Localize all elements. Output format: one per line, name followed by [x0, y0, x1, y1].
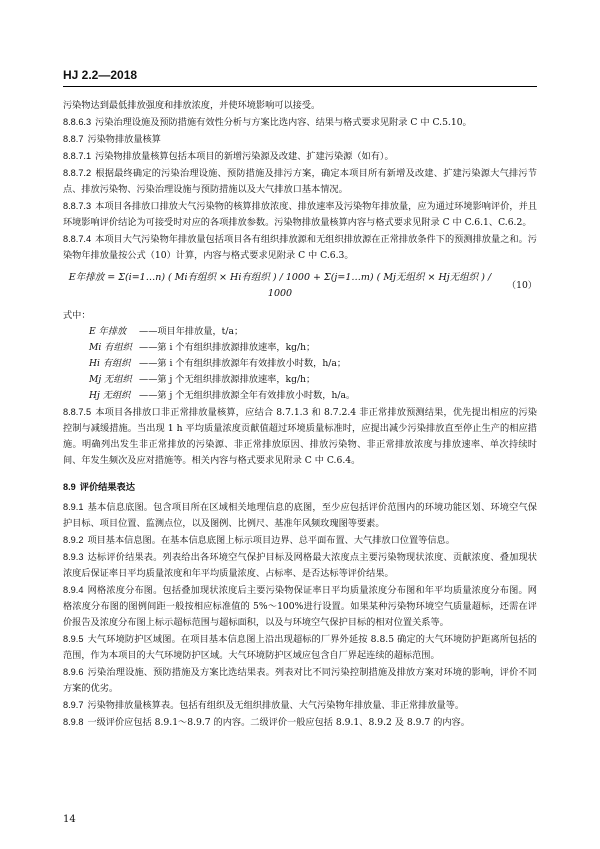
header-rule	[63, 86, 537, 87]
section-heading-8-9: 8.9 评价结果表达	[63, 482, 135, 492]
paragraph-8-9-6: 8.9.6 污染治理设施、预防措施及方案比选结果表。列表对比不同污染控制措施及排放方案对环境的影响，评价不同方案的优劣。	[63, 667, 537, 694]
paragraph-8-9-5: 8.9.5 大气环境防护区域图。在项目基本信息图上沿出现超标的厂界外延按 8.8.5 确定的大气环境防护距离所包括的范围，作为本项目的大气环境防护区域。大气环境防护区域应包含自厂界起连续的超标范围。	[63, 634, 537, 661]
paragraph-8-8-7-4: 8.8.7.4 本项目大气污染物年排放量包括项目各有组织排放源和无组织排放源在正常排放条件下的预测排放量之和。污染物年排放量按公式（10）计算，内容与格式要求见附录 C 中 C.6.3。	[63, 234, 537, 261]
paragraph-8-9-2: 8.9.2 项目基本信息图。在基本信息底图上标示项目边界、总平面布置、大气排放口位置等信息。	[63, 535, 455, 546]
symbol-row: Mj 无组织 ——第 j 个无组织排放源排放速率，kg/h；	[89, 374, 316, 385]
symbol-row: Hj 无组织 ——第 j 个无组织排放源全年有效排放小时数，h/a。	[89, 390, 356, 401]
paragraph-8-8-7-2: 8.8.7.2 根据最终确定的污染治理设施、预防措施及排污方案，确定本项目所有新增及改建、扩建污染源大气排污节点、排放污染物、污染治理设施与预防措施以及大气排放口基本情况。	[63, 168, 537, 195]
symbol-row: Mi 有组织 ——第 i 个有组织排放源排放速率，kg/h；	[89, 342, 316, 353]
paragraph-8-9-7: 8.9.7 污染物排放量核算表。包括有组织及无组织排放量、大气污染物年排放量、非正常排放量等。	[63, 700, 465, 711]
paragraph-8-8-7-1: 8.8.7.1 污染物排放量核算包括本项目的新增污染源及改建、扩建污染源（如有）。	[63, 151, 394, 162]
symbol-row: E 年排放 ——项目年排放量，t/a；	[89, 326, 244, 337]
paragraph-8-9-3: 8.9.3 达标评价结果表。列表给出各环境空气保护目标及网格最大浓度点主要污染物现状浓度、贡献浓度、叠加现状浓度后保证率日平均质量浓度和年平均质量浓度、占标率、是否达标等评价结果。	[63, 552, 537, 579]
paragraph-8-9-4: 8.9.4 网格浓度分布图。包括叠加现状浓度后主要污染物保证率日平均质量浓度分布图和年平均质量浓度分布图。网格浓度分布图的图例间距一般按相应标准值的 5%～100%进行设置。如果某种污染物环境空气质量超标，还需在评价报告及浓度分布图上标示超标范围与超标面积，以及与环境空气保护目标的相对位置关系等。	[63, 585, 537, 628]
paragraph-8-8-7-3: 8.8.7.3 本项目各排放口排放大气污染物的核算排放浓度、排放速率及污染物年排放量，应为通过环境影响评价，并且环境影响评价结论为可接受时对应的各项排放参数。污染物排放量核算内容与格式要求见附录 C 中 C.6.1、C.6.2。	[63, 201, 537, 228]
formula-expression: E年排放 = Σ(i=1…n) ( Mi有组织 × Hi有组织 ) / 1000 + Σ(j=1…m) ( Mj无组织 × Hj无组织 ) / 1000	[68, 272, 492, 299]
document-code: HJ 2.2—2018	[63, 68, 138, 82]
heading-8-8-7: 8.8.7 污染物排放量核算	[63, 134, 161, 145]
paragraph-8-9-8: 8.9.8 一级评价应包括 8.9.1～8.9.7 的内容。二级评价一般应包括 8.9.1、8.9.2 及 8.9.7 的内容。	[63, 717, 470, 728]
page-body	[63, 98, 537, 731]
symbols-intro: 式中：	[63, 310, 91, 321]
paragraph-8-9-1: 8.9.1 基本信息底图。包含项目所在区域相关地理信息的底图，至少应包括评价范围内的环境功能区划、环境空气保护目标、项目位置、监测点位，以及图例、比例尺、基准年风频玫瑰图等要素。	[63, 502, 537, 529]
symbol-row: Hi 有组织 ——第 i 个有组织排放源年有效排放小时数，h/a；	[89, 358, 347, 369]
formula-10	[63, 268, 537, 304]
paragraph: 污染物达到最低排放强度和排放浓度，并使环境影响可以接受。	[63, 100, 321, 111]
page-number: 14	[63, 814, 76, 825]
formula-number: （10）	[506, 280, 537, 291]
paragraph-8-8-7-5: 8.8.7.5 本项目各排放口非正常排放量核算，应结合 8.7.1.3 和 8.7.2.4 非正常排放预测结果，优先提出相应的污染控制与减缓措施。当出现 1 h 平均质量浓度贡献值超过环境质量标准时，应提出减少污染排放直至停止生产的相应措施。明确列出发生非正常排放的污染源、非正常排放原因、排放污染物、非正常排放浓度与排放速率、单次持续时间、年发生频次及应对措施等。相关内容与格式要求见附录 C 中 C.6.4。	[63, 407, 537, 466]
symbol-list	[89, 324, 537, 404]
paragraph-8-8-6-3: 8.8.6.3 污染治理设施及预防措施有效性分析与方案比选内容、结果与格式要求见附录 C 中 C.5.10。	[63, 117, 472, 128]
